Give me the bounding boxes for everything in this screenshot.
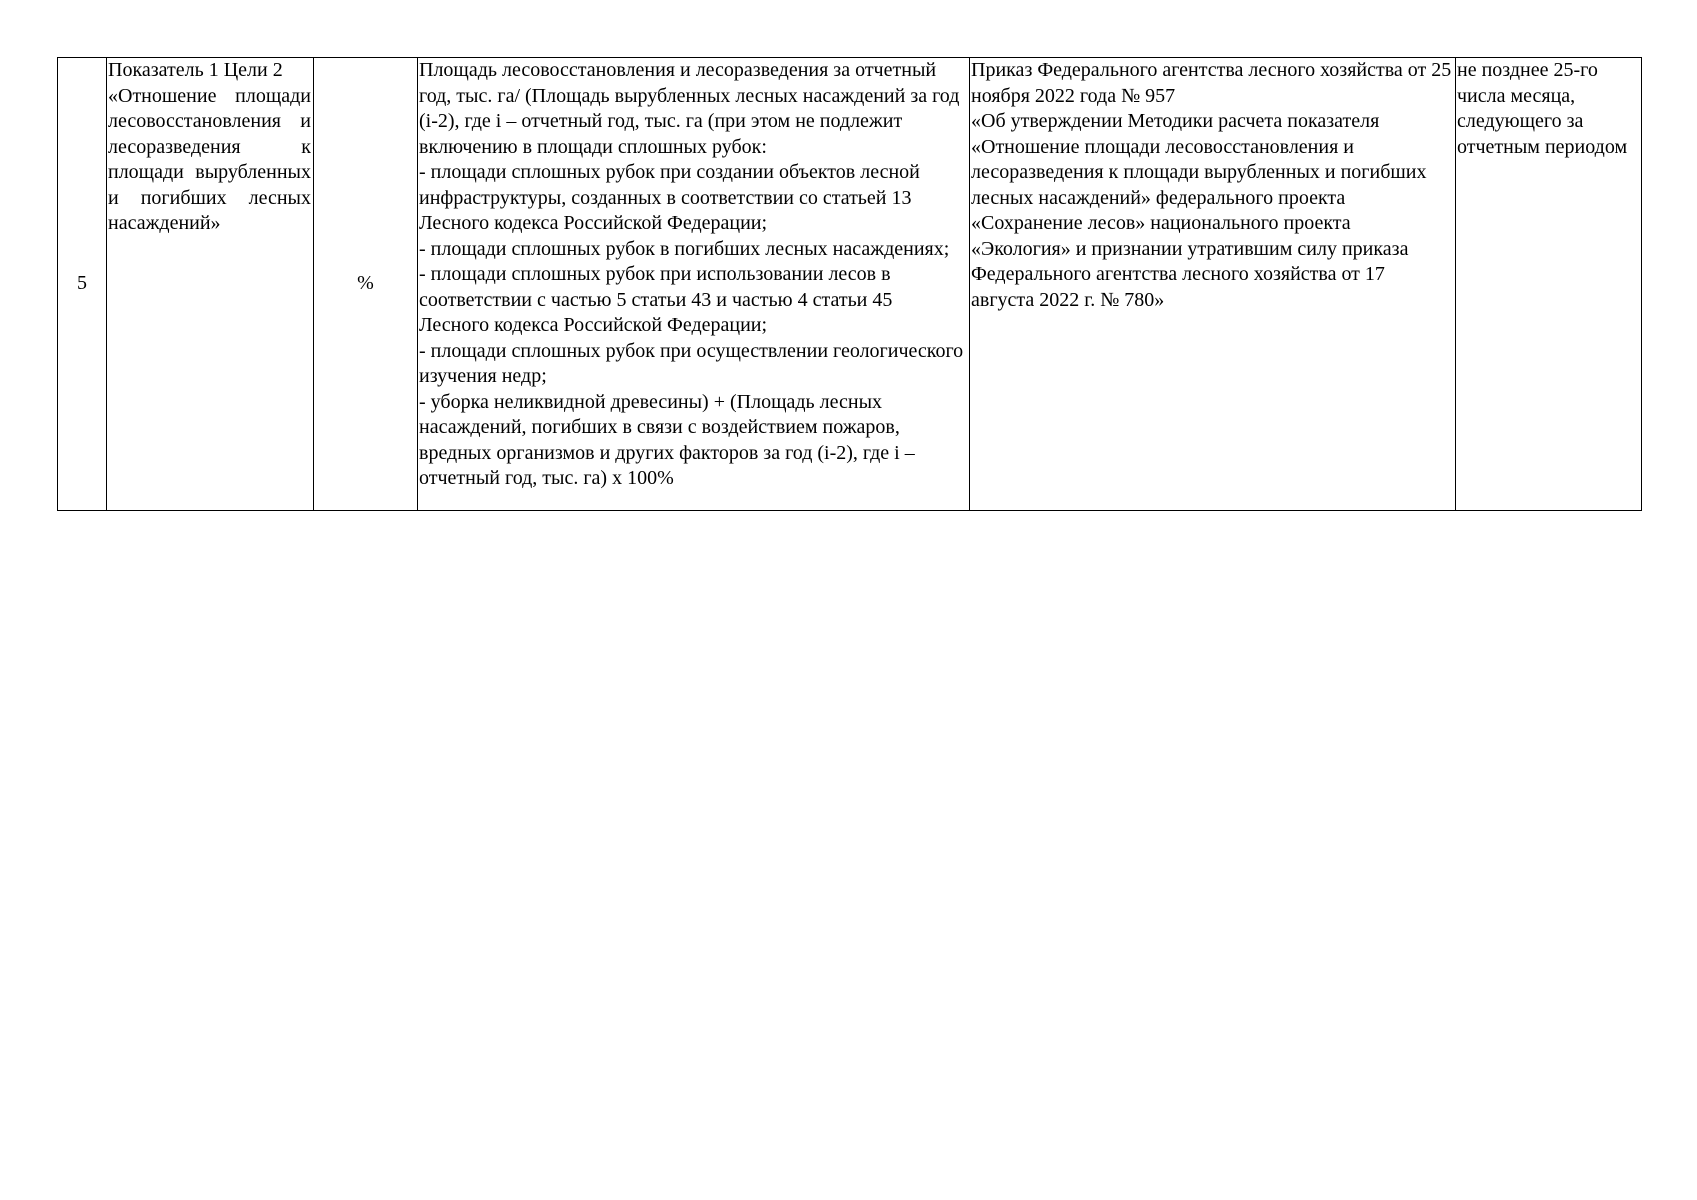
row-number-cell: 5 <box>58 58 107 511</box>
table-row <box>58 58 1642 511</box>
indicator-name-cell: Показатель 1 Цели 2 «Отношение площади лесовосстановления и лесоразведения к площади вырубленных и погибших лесных насаждений» <box>107 58 314 511</box>
indicator-table <box>57 57 1642 511</box>
unit-cell: % <box>314 58 418 511</box>
calculation-method-cell: Площадь лесовосстановления и лесоразведения за отчетный год, тыс. га/ (Площадь вырубленных лесных насаждений за год (i-2), где i – отчетный год, тыс. га (при этом не подлежит включению в площади сплошных рубок: - площади сплошных рубок при создании объектов лесной инфраструктуры, созданных в соответствии со статьей 13 Лесного кодекса Российской Федерации; - площади сплошных рубок в погибших лесных насаждениях; - площади сплошных рубок при использовании лесов в соответствии с частью 5 статьи 43 и частью 4 статьи 45 Лесного кодекса Российской Федерации; - площади сплошных рубок при осуществлении геологического изучения недр; - уборка неликвидной древесины) + (Площадь лесных насаждений, погибших в связи с воздействием пожаров, вредных организмов и других факторов за год (i-2), где i – отчетный год, тыс. га) х 100% <box>418 58 970 511</box>
source-document-cell: Приказ Федерального агентства лесного хозяйства от 25 ноября 2022 года № 957 «Об утверждении Методики расчета показателя «Отношение площади лесовосстановления и лесоразведения к площади вырубленных и погибших лесных насаждений» федерального проекта «Сохранение лесов» национального проекта «Экология» и признании утратившим силу приказа Федерального агентства лесного хозяйства от 17 августа 2022 г. № 780» <box>970 58 1456 511</box>
deadline-cell: не позднее 25-го числа месяца, следующего за отчетным периодом <box>1456 58 1642 511</box>
